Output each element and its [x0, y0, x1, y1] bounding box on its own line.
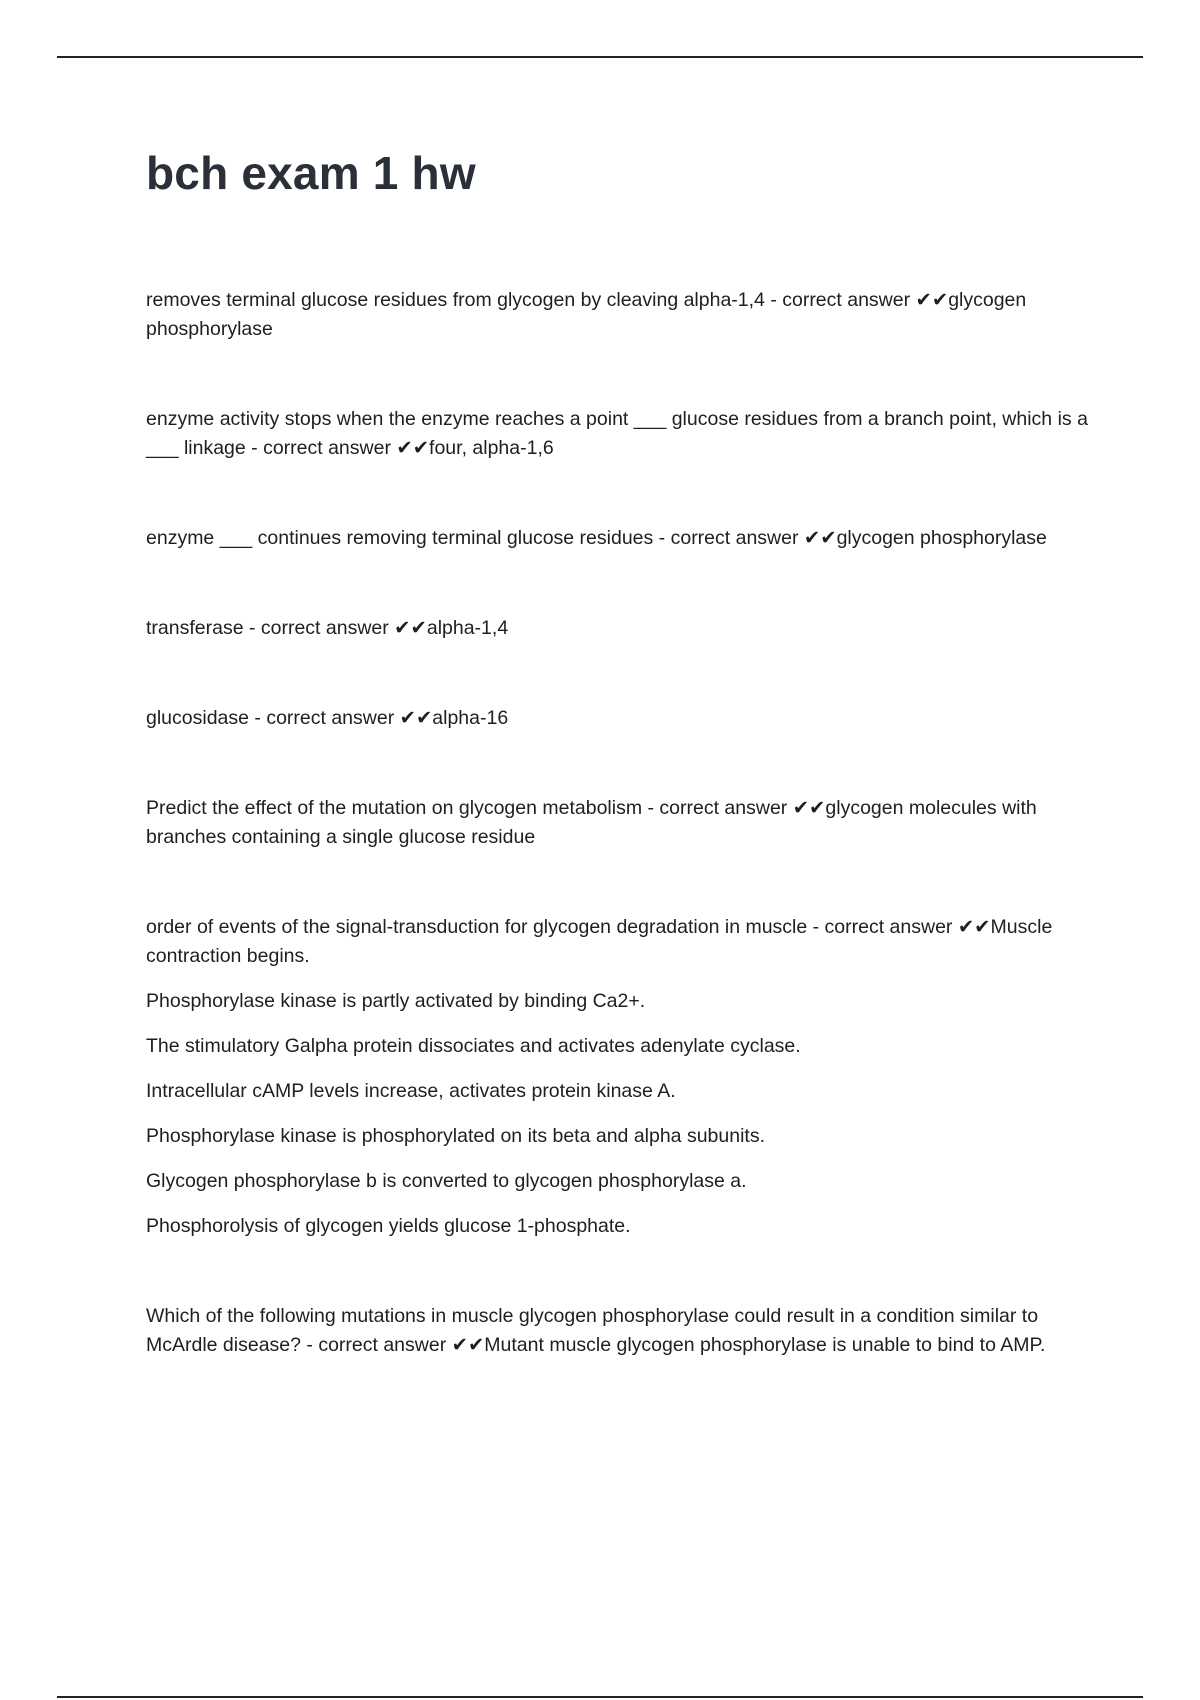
qa-list — [146, 286, 1092, 1360]
qa-entry-7-step-3: Intracellular cAMP levels increase, activates protein kinase A. — [146, 1080, 676, 1102]
bottom-rule — [57, 1696, 1143, 1698]
qa-entry-7-step-6: Phosphorolysis of glycogen yields glucose 1-phosphate. — [146, 1215, 631, 1237]
qa-entry-2: enzyme activity stops when the enzyme reaches a point ___ glucose residues from a branch point, which is a ___ linkage - correct answer ✔✔four, alpha-1,6 — [146, 408, 1088, 459]
qa-entry-1: removes terminal glucose residues from glycogen by cleaving alpha-1,4 - correct answer ✔✔glycogen phosphorylase — [146, 289, 1027, 340]
document-body — [146, 145, 1092, 1421]
qa-entry-7-step-2: The stimulatory Galpha protein dissociates and activates adenylate cyclase. — [146, 1035, 801, 1057]
page-title: bch exam 1 hw — [146, 147, 476, 199]
qa-entry-7: order of events of the signal-transduction for glycogen degradation in muscle - correct answer ✔✔Muscle contraction begins. — [146, 916, 1053, 967]
qa-entry-6: Predict the effect of the mutation on glycogen metabolism - correct answer ✔✔glycogen molecules with branches containing a single glucose residue — [146, 797, 1037, 848]
qa-entry-3: enzyme ___ continues removing terminal glucose residues - correct answer ✔✔glycogen phosphorylase — [146, 527, 1047, 549]
qa-entry-7-step-1: Phosphorylase kinase is partly activated by binding Ca2+. — [146, 990, 646, 1012]
qa-entry-7-step-4: Phosphorylase kinase is phosphorylated on its beta and alpha subunits. — [146, 1125, 765, 1147]
qa-entry-7-step-5: Glycogen phosphorylase b is converted to glycogen phosphorylase a. — [146, 1170, 747, 1192]
qa-entry-5: glucosidase - correct answer ✔✔alpha-16 — [146, 707, 509, 729]
qa-entry-4: transferase - correct answer ✔✔alpha-1,4 — [146, 617, 509, 639]
top-rule — [57, 56, 1143, 58]
qa-entry-8: Which of the following mutations in muscle glycogen phosphorylase could result in a condition similar to McArdle disease? - correct answer ✔✔Mutant muscle glycogen phosphorylase is unable to bind to AMP. — [146, 1305, 1046, 1356]
